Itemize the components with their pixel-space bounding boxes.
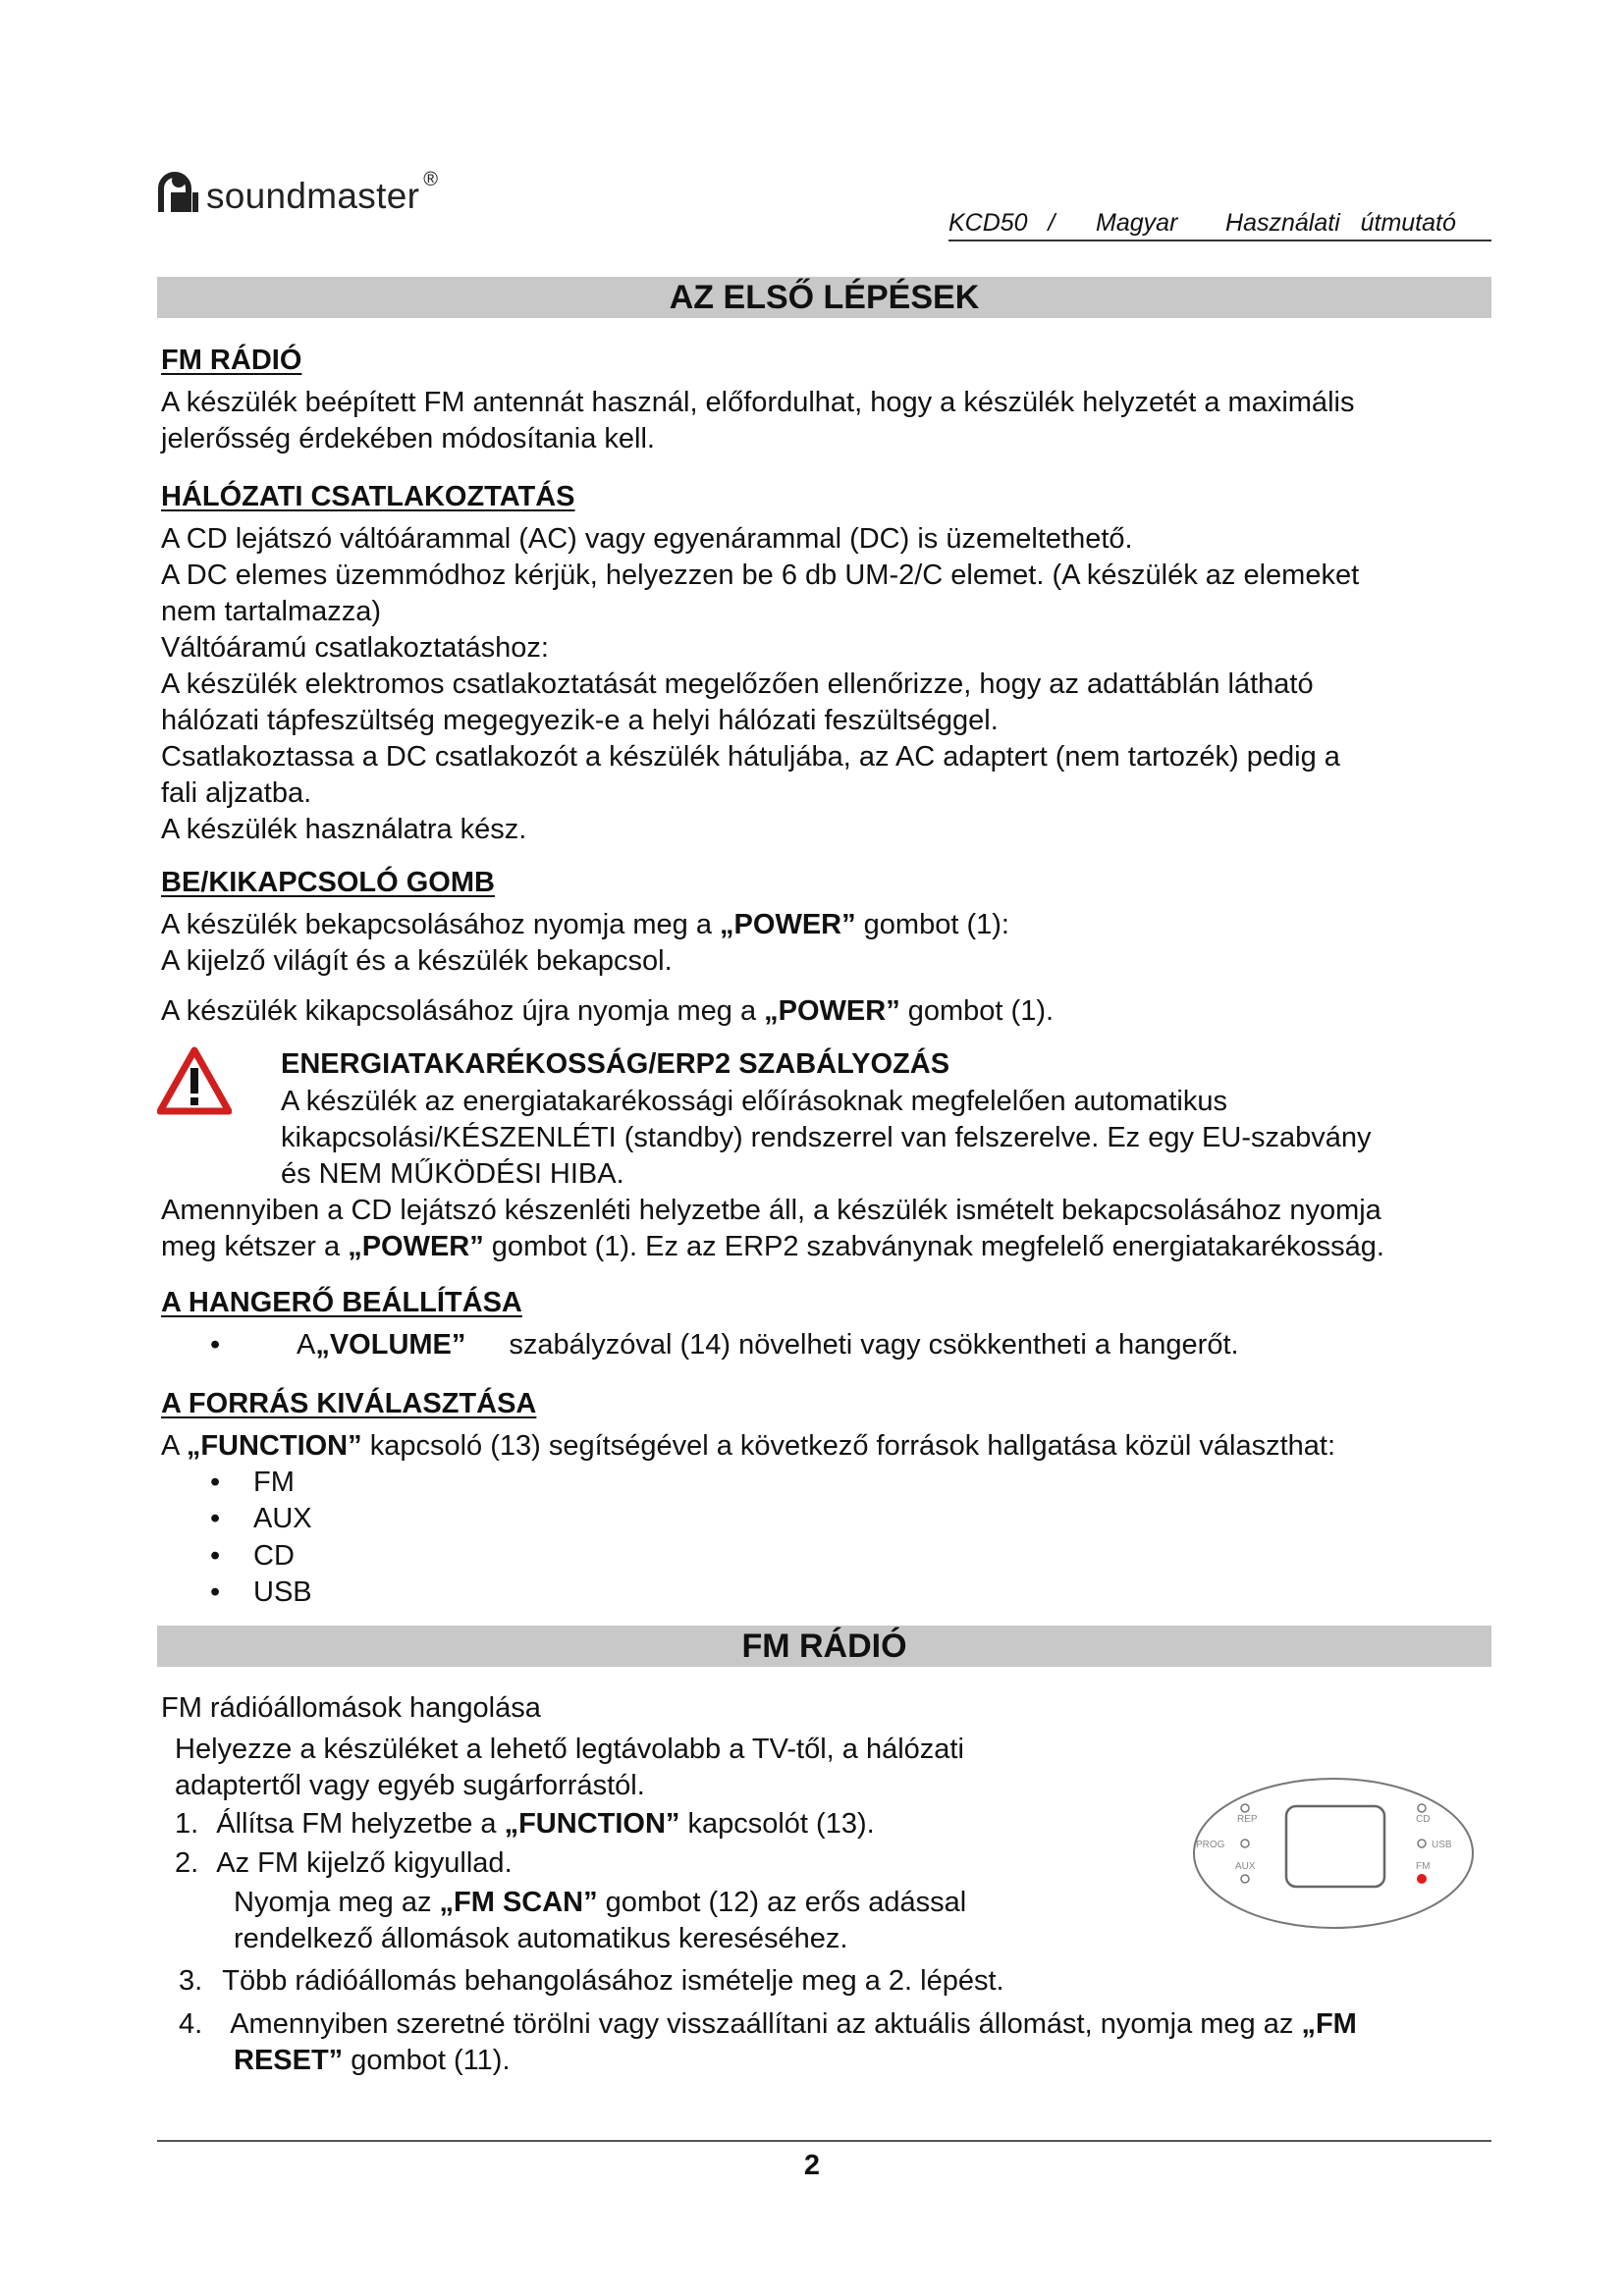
text-line — [234, 2043, 1499, 2079]
list-item: CD — [253, 1540, 295, 1572]
list-item: FM — [253, 1467, 295, 1498]
text-span: kapcsoló (13) segítségével a következő források hallgatása közül választhat: — [361, 1430, 1336, 1462]
fm-reset-label: RESET” — [234, 2045, 344, 2076]
step-number: 1. — [175, 1808, 199, 1840]
text-line: Csatlakoztassa a DC csatlakozót a készülék hátuljába, az AC adaptert (nem tartozék) pedig a — [161, 741, 1340, 773]
list-item: AUX — [253, 1503, 312, 1534]
power-label: „POWER” — [348, 1231, 484, 1262]
document-header: KCD50 / Magyar Használati útmutató — [948, 209, 1456, 237]
text-span: gombot (12) az erős adással — [597, 1887, 967, 1918]
text-line: A DC elemes üzemmódhoz kérjük, helyezzen be 6 db UM-2/C elemet. (A készülék az elemeket — [161, 560, 1360, 591]
text-line: A készülék elektromos csatlakoztatását megelőzően ellenőrizze, hogy az adattáblán látható — [161, 668, 1314, 700]
text-line: kikapcsolási/KÉSZENLÉTI (standby) rendszerrel van felszerelve. Ez egy EU-szabvány — [281, 1122, 1372, 1153]
device-label: CD — [1416, 1814, 1431, 1825]
device-label: USB — [1432, 1840, 1452, 1850]
heading-source: A FORRÁS KIVÁLASZTÁSA — [161, 1388, 537, 1419]
text-span: A — [297, 1329, 316, 1361]
fm-led-icon — [1417, 1874, 1427, 1884]
text-line: A kijelző világít és a készülék bekapcsol. — [161, 945, 673, 977]
text-line: nem tartalmazza) — [161, 596, 382, 627]
text-line: A készülék használatra kész. — [161, 814, 527, 845]
text-span: A készülék kikapcsolásához újra nyomja meg a — [161, 995, 765, 1027]
section-title-first-steps: AZ ELSŐ LÉPÉSEK — [157, 277, 1491, 318]
brand-name: soundmaster — [206, 176, 420, 216]
text-span: gombot (11). — [343, 2045, 511, 2076]
erp-text — [281, 1084, 1498, 1193]
power-label: „POWER” — [720, 909, 856, 940]
volume-label: „VOLUME” — [315, 1329, 466, 1361]
tuning-subtitle: FM rádióállomások hangolása — [161, 1692, 541, 1724]
text-span: gombot (1): — [855, 909, 1009, 940]
text-span: Nyomja meg az — [234, 1887, 440, 1918]
device-label: FM — [1416, 1861, 1431, 1872]
fm-text — [161, 385, 1506, 457]
text-span: gombot (1). Ez az ERP2 szabványnak megfelelő energiatakarékosság. — [483, 1231, 1384, 1262]
text-line: Helyezze a készüléket a lehető legtávolabb a TV-től, a hálózati — [175, 1734, 964, 1765]
power-off-text — [161, 993, 1506, 1030]
warning-triangle-icon — [157, 1046, 232, 1115]
step-4 — [179, 2006, 1499, 2079]
source-text — [161, 1428, 1506, 1465]
text-line: hálózati tápfeszültség megegyezik-e a helyi hálózati feszültséggel. — [161, 705, 999, 736]
text-line — [161, 993, 1506, 1030]
brand-logo — [157, 165, 438, 214]
text-span: meg kétszer a — [161, 1231, 349, 1262]
step-number: 4. — [179, 2008, 203, 2040]
text-line: Amennyiben a CD lejátszó készenléti helyzetbe áll, a készülék ismételt bekapcsolásához nyomja — [161, 1195, 1381, 1226]
heading-erp: ENERGIATAKARÉKOSSÁG/ERP2 SZABÁLYOZÁS — [281, 1048, 950, 1080]
step-2 — [175, 1845, 513, 1882]
text-line — [161, 1428, 1506, 1465]
device-label: AUX — [1235, 1861, 1256, 1872]
step-2-detail — [234, 1885, 1117, 1957]
fm-text-line: A készülék beépített FM antennát használ, előfordulhat, hogy a készülék helyzetét a maximális — [161, 387, 1355, 418]
registered-mark: ® — [423, 169, 438, 190]
text-span: szabályzóval (14) növelheti vagy csökkentheti a hangerőt. — [509, 1329, 1239, 1361]
text-line: A készülék az energiatakarékossági előírásoknak megfelelően automatikus — [281, 1086, 1227, 1117]
text-line: adaptertől vagy egyéb sugárforrástól. — [175, 1770, 645, 1801]
text-line: Váltóáramú csatlakoztatáshoz: — [161, 632, 549, 664]
power-connection-text — [161, 521, 1506, 848]
header-divider — [948, 240, 1491, 241]
heading-volume: A HANGERŐ BEÁLLÍTÁSA — [161, 1287, 522, 1318]
device-label: PROG — [1196, 1840, 1225, 1850]
step-number: 2. — [175, 1847, 199, 1879]
fm-scan-label: „FM SCAN” — [439, 1887, 598, 1918]
text-line: és NEM MŰKÖDÉSI HIBA. — [281, 1158, 624, 1190]
text-span: Az FM kijelző kigyullad. — [216, 1847, 513, 1879]
volume-bullet — [210, 1327, 1239, 1363]
page-number: 2 — [803, 2150, 821, 2181]
fm-reset-label: „FM — [1301, 2008, 1357, 2040]
source-list-item — [210, 1538, 295, 1575]
source-list-item — [210, 1465, 295, 1501]
fm-text-line: jelerősség érdekében módosítania kell. — [161, 423, 655, 454]
step-number: 3. — [179, 1965, 203, 1997]
heading-power-button: BE/KIKAPCSOLÓ GOMB — [161, 867, 495, 898]
text-line — [234, 1885, 1117, 1921]
step-3 — [179, 1963, 1004, 2000]
list-item: USB — [253, 1576, 312, 1608]
source-list-item — [210, 1501, 312, 1537]
text-line: A CD lejátszó váltóárammal (AC) vagy egyenárammal (DC) is üzemeltethető. — [161, 523, 1133, 555]
text-span: A — [161, 1430, 187, 1462]
text-line — [161, 907, 1506, 943]
heading-power-connection: HÁLÓZATI CSATLAKOZTATÁS — [161, 481, 575, 512]
source-list-item — [210, 1575, 312, 1611]
erp-text-2 — [161, 1193, 1506, 1265]
heading-fm-radio: FM RÁDIÓ — [161, 345, 302, 376]
step-1 — [175, 1806, 875, 1842]
text-span: Amennyiben szeretné törölni vagy visszaállítani az aktuális állomást, nyomja meg az — [230, 2008, 1302, 2040]
text-span: Állítsa FM helyzetbe a — [216, 1808, 505, 1840]
function-label: „FUNCTION” — [504, 1808, 680, 1840]
text-span: A készülék bekapcsolásához nyomja meg a — [161, 909, 721, 940]
text-span: kapcsolót (13). — [679, 1808, 875, 1840]
section-title-fm-radio: FM RÁDIÓ — [157, 1626, 1491, 1667]
text-line: rendelkező állomások automatikus kereséséhez. — [234, 1923, 848, 1954]
device-label: REP — [1237, 1814, 1258, 1825]
text-line — [179, 2006, 1499, 2043]
power-button-text — [161, 907, 1506, 980]
soundmaster-logo-icon — [157, 169, 200, 214]
text-line — [161, 1229, 1506, 1265]
power-label: „POWER” — [764, 995, 900, 1027]
device-front-panel-illustration — [1190, 1775, 1477, 1932]
text-line: fali aljzatba. — [161, 777, 312, 809]
text-span: gombot (1). — [899, 995, 1055, 1027]
tuning-intro — [175, 1732, 1058, 1804]
text-span: Több rádióállomás behangolásához ismételje meg a 2. lépést. — [222, 1965, 1004, 1997]
function-label: „FUNCTION” — [186, 1430, 362, 1462]
footer-divider — [157, 2140, 1491, 2142]
